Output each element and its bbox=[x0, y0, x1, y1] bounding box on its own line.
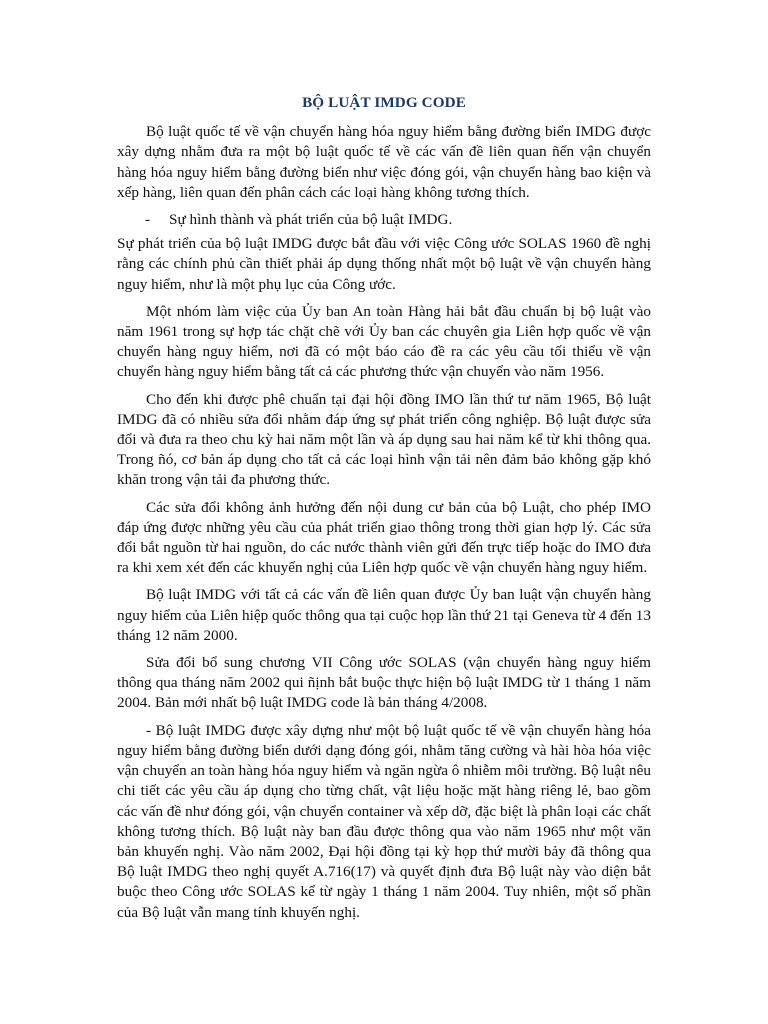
paragraph-solas-chapter-vii: Sửa đổi bổ sung chương VII Công ước SOLAS (vận chuyển hàng nguy hiểm thông qua tháng năm 2002 qui ñịnh bắt buộc thực hiện bộ luật IMDG từ 1 tháng 1 năm 2004. Bản mới nhất bộ luật IMDG code là bản tháng 4/2008. bbox=[117, 654, 651, 712]
paragraph-imo-1965: Cho đến khi được phê chuẩn tại đại hội đồng IMO lần thứ tư năm 1965, Bộ luật IMDG đã có nhiều sửa đổi nhằm đáp ứng sự phát triển công nghiệp. Bộ luật được sửa đổi và đưa ra theo chu kỳ hai năm một lần và áp dụng sau hai năm kể từ khi thông qua. Trong ñó, cơ bản áp dụng cho tất cả các loại hình vận tải nên đảm bảo không gặp khó khăn trong vận tải đa phương thức. bbox=[117, 390, 651, 489]
paragraph-amendments: Các sửa đổi không ảnh hưởng đến nội dung cư bản của bộ Luật, cho phép IMO đáp ứng được những yêu cầu của phát triển giao thông trong thời gian hợp lý. Các sửa đổi bắt nguồn từ hai nguồn, do các nước thành viên gửi đến trực tiếp hoặc do IMO đưa ra khi xem xét đến các khuyến nghị của Liên hợp quốc về vận chuyển hàng nguy hiểm. bbox=[117, 498, 651, 577]
paragraph-working-group: Một nhóm làm việc của Ủy ban An toàn Hàng hải bắt đầu chuẩn bị bộ luật vào năm 1961 trong sự hợp tác chặt chẽ với Ủy ban các chuyên gia Liên hợp quốc về vận chuyển hàng nguy hiểm, nơi đã có một báo cáo đề ra các yêu cầu tối thiểu về vận chuyển hàng nguy hiểm bằng tất cả các phương thức vận chuyển vào năm 1956. bbox=[117, 302, 651, 381]
document-title: BỘ LUẬT IMDG CODE bbox=[302, 94, 466, 111]
paragraph-geneva-2000: Bộ luật IMDG với tất cả các vấn đề liên quan được Ủy ban luật vận chuyển hàng nguy hiểm của Liên hiệp quốc thông qua tại cuộc họp lần thứ 21 tại Geneva từ 4 đến 13 tháng 12 năm 2000. bbox=[117, 586, 651, 644]
paragraph-solas-1960: Sự phát triển của bộ luật IMDG được bắt đầu với việc Công ước SOLAS 1960 đề nghị rằng các chính phủ cần thiết phải áp dụng thống nhất một bộ luật về vận chuyển hàng nguy hiểm, như là một phụ lục của Công ước. bbox=[117, 235, 651, 293]
document-page bbox=[117, 93, 651, 930]
bullet-heading-text: Sự hình thành và phát triển của bộ luật IMDG. bbox=[169, 211, 453, 229]
paragraph-imdg-summary: - Bộ luật IMDG được xây dựng như một bộ luật quốc tế về vận chuyển hàng hóa nguy hiểm bằng đường biển dưới dạng đóng gói, nhằm tăng cường và hài hòa hóa việc vận chuyển an toàn hàng hóa nguy hiểm và ngăn ngừa ô nhiễm môi trường. Bộ luật nêu chi tiết các yêu cầu áp dụng cho từng chất, vật liệu hoặc mặt hàng riêng lẻ, bao gồm các vấn đề như đóng gói, vận chuyển container và xếp dỡ, đặc biệt là phân loại các chất không tương thích. Bộ luật này ban đầu được thông qua vào năm 1965 như một văn bản khuyến nghị. Vào năm 2002, Đại hội đồng tại kỳ họp thứ mười bảy đã thông qua Bộ luật IMDG theo nghị quyết A.716(17) và quyết định đưa Bộ luật này vào diện bắt buộc theo Công ước SOLAS kể từ ngày 1 tháng 1 năm 2004. Tuy nhiên, một số phần của Bộ luật vẫn mang tính khuyến nghị. bbox=[117, 721, 651, 921]
paragraph-intro: Bộ luật quốc tế về vận chuyển hàng hóa nguy hiểm bằng đường biển IMDG được xây dựng nhằm đưa ra một bộ luật quốc tế về các vấn đề liên quan ñến vận chuyển hàng hóa nguy hiểm bằng đường biển như việc đóng gói, vận chuyển hàng bao kiện và xếp hàng, liên quan đến phân cách các loại hàng không tương thích. bbox=[117, 123, 651, 201]
bullet-heading bbox=[117, 210, 651, 230]
bullet-dash: - bbox=[145, 211, 151, 229]
